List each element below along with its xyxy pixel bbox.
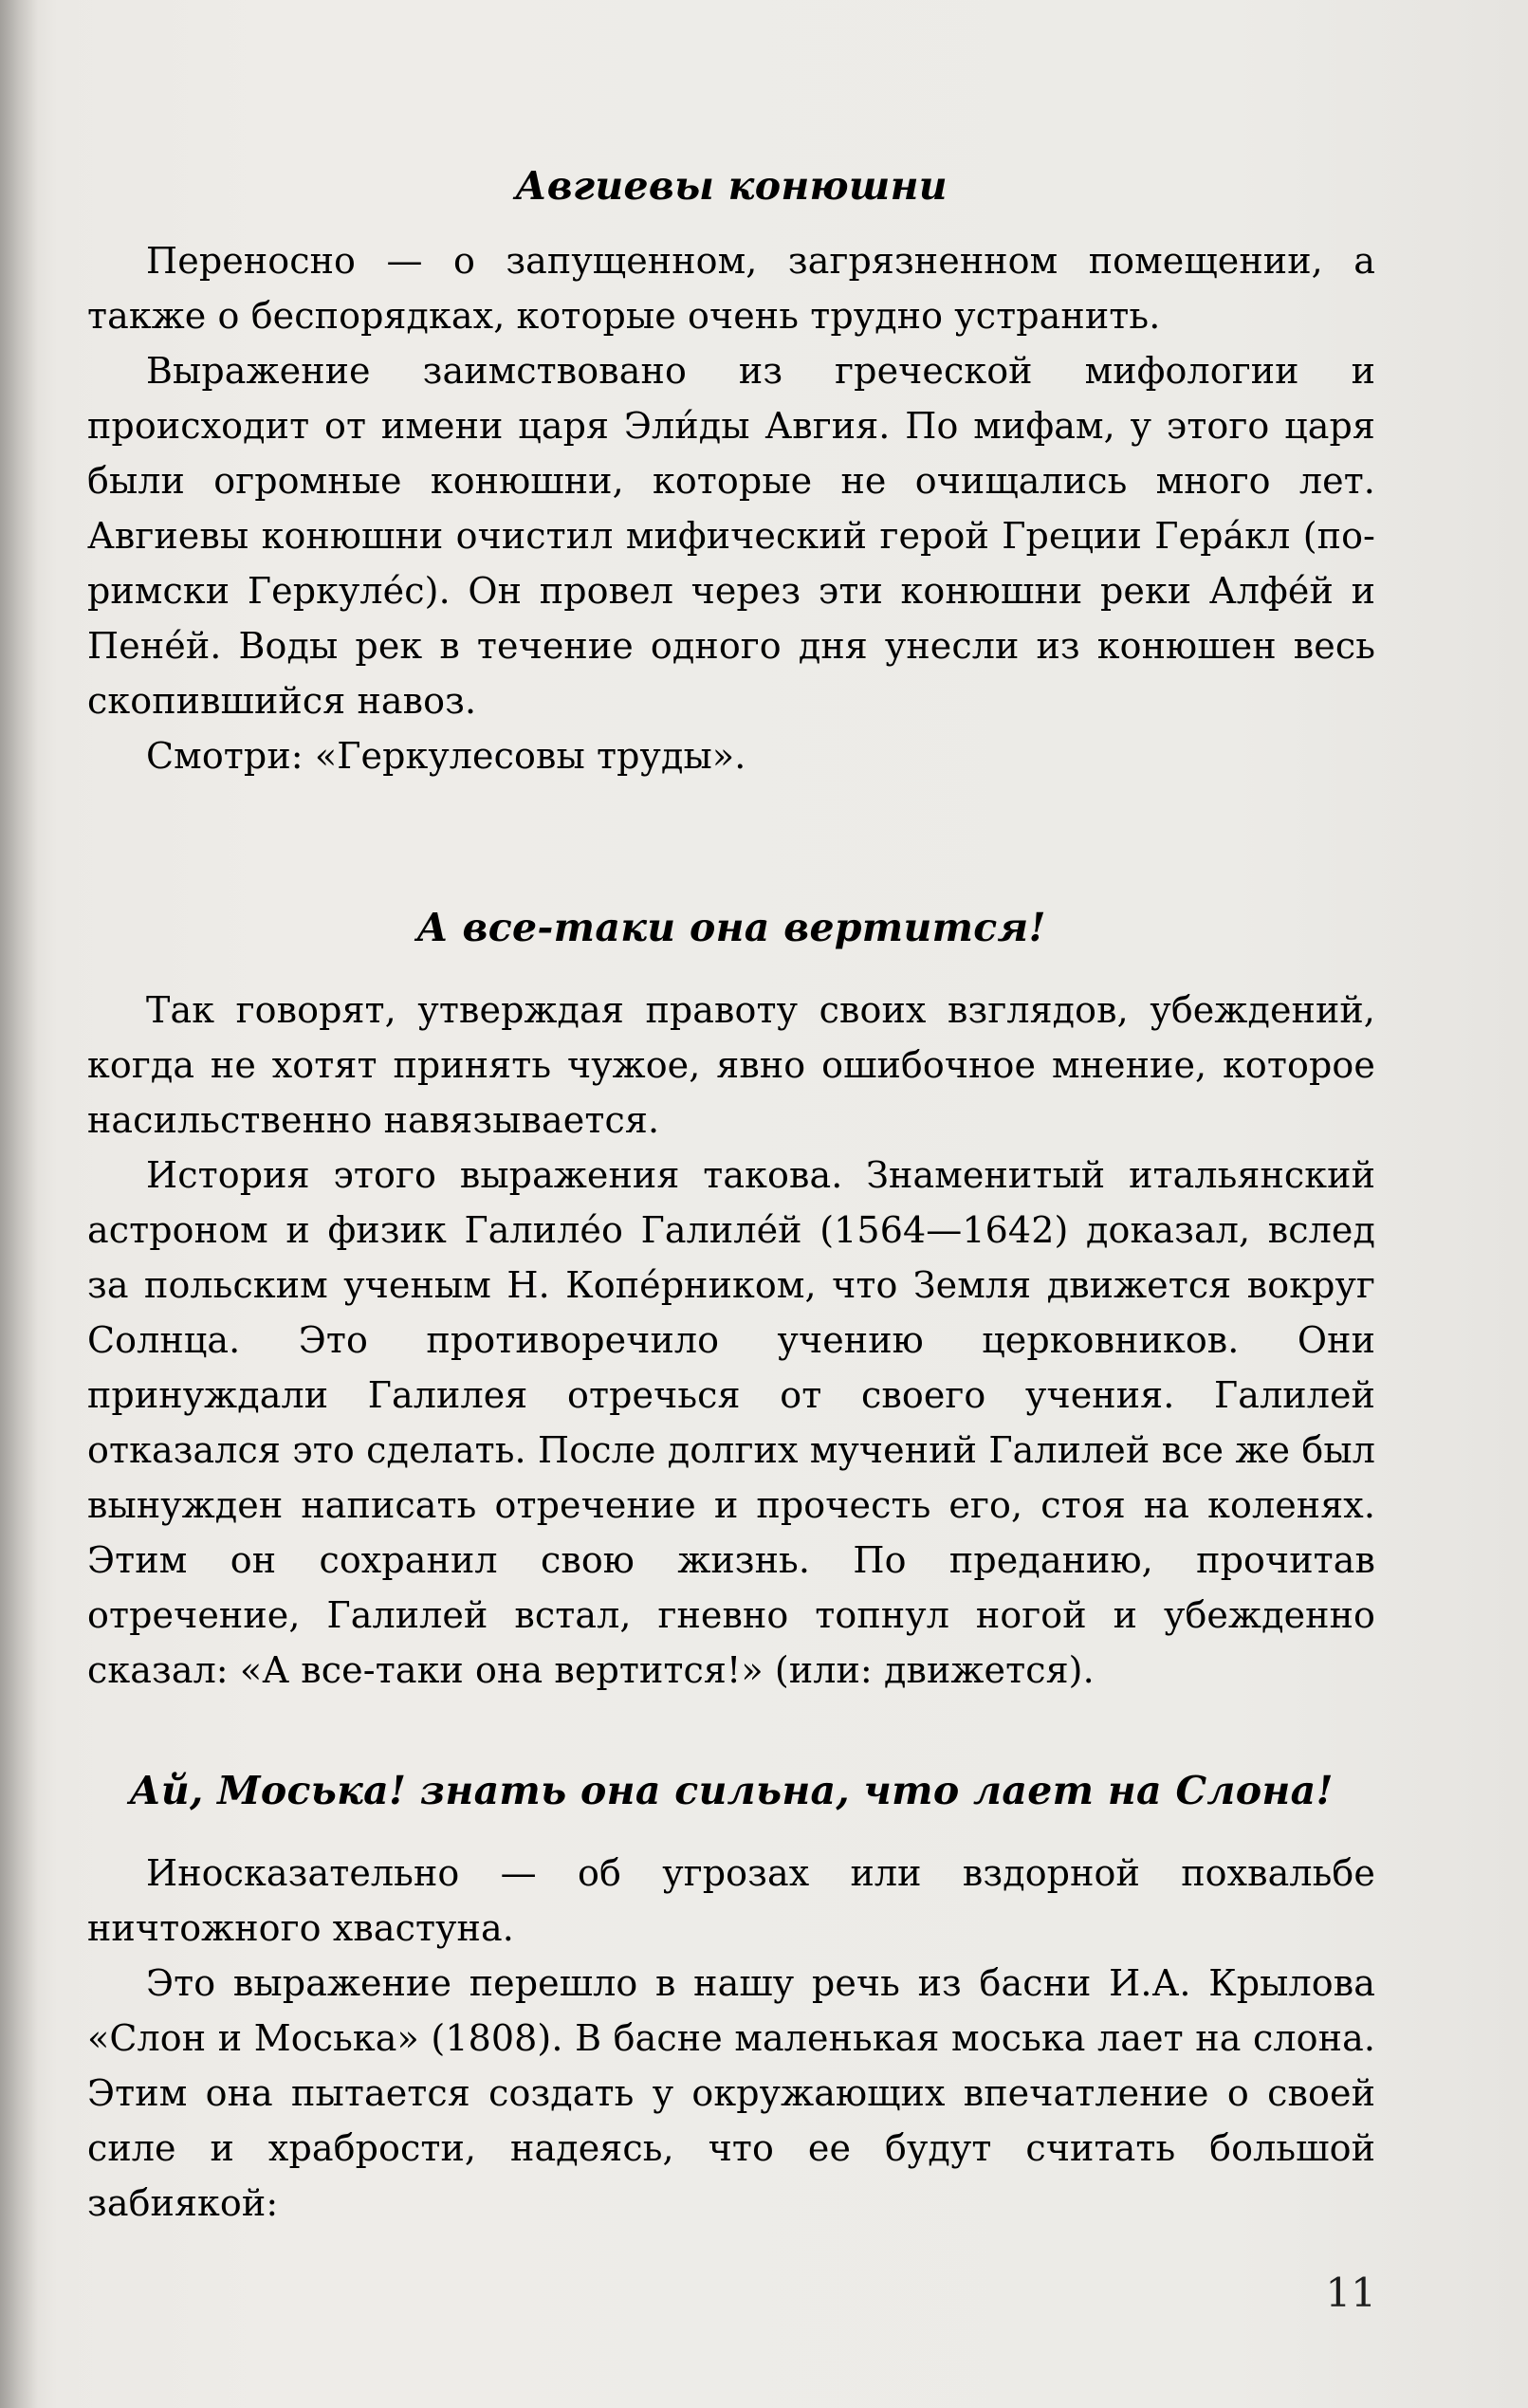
entry-paragraph: История этого выражения такова. Знаменитый итальянский астроном и физик Галиле́о Галиле́й (1564—1642) доказал, вслед за польским ученым Н. Копе́рником, что Земля движется вокруг Солнца. Это противоречило учению церковников. Они принуждали Галилея отречься от своего учения. Галилей отказался это сделать. После долгих мучений Галилей все же был вынужден написать отречение и прочесть его, стоя на коленях. Этим он сохранил свою жизнь. По преданию, прочитав отречение, Галилей встал, гневно топнул ногой и убежденно сказал: «А все-таки она вертится!» (или: движется). (87, 1154, 1375, 1691)
entry-paragraph: Иносказательно — об угрозах или вздорной похвальбе ничтожного хвастуна. (87, 1852, 1375, 1949)
entry-paragraph: Это выражение перешло в нашу речь из басни И.А. Крылова «Слон и Моська» (1808). В басне маленькая моська лает на слона. Этим она пытается создать у окружающих впечатление о своей силе и храбрости, надеясь, что ее будут считать большой забиякой: (87, 1962, 1375, 2224)
entry-paragraph: Так говорят, утверждая правоту своих взглядов, убеждений, когда не хотят принять чужое, явно ошибочное мнение, которое насильственно навязывается. (87, 989, 1375, 1141)
entry-paragraph: Переносно — о запущенном, загрязненном помещении, а также о беспорядках, которые очень трудно устранить. (87, 240, 1375, 337)
entry-and-yet-it-moves (87, 901, 1375, 1698)
entry-pug-and-elephant (87, 1764, 1375, 2231)
entry-heading: Ай, Моська! знать она сильна, что лает на Слона! (129, 1768, 1334, 1813)
page-number: 11 (1325, 2270, 1376, 2316)
binding-shadow (0, 0, 38, 2408)
entry-paragraph: Выражение заимствовано из греческой мифологии и происходит от имени царя Эли́ды Авгия. По мифам, у этого царя были огромные конюшни, которые не очищались много лет. Авгиевы конюшни очистил мифический герой Греции Гера́кл (по-римски Геркуле́с). Он провел через эти конюшни реки Алфе́й и Пене́й. Воды рек в течение одного дня унесли из конюшен весь скопившийся навоз. (87, 350, 1375, 722)
entry-paragraph: Смотри: «Геркулесовы труды». (146, 735, 746, 777)
entry-heading: А все-таки она вертится! (416, 905, 1046, 950)
entry-heading: Авгиевы конюшни (515, 163, 948, 209)
entry-augean-stables (87, 159, 1375, 783)
